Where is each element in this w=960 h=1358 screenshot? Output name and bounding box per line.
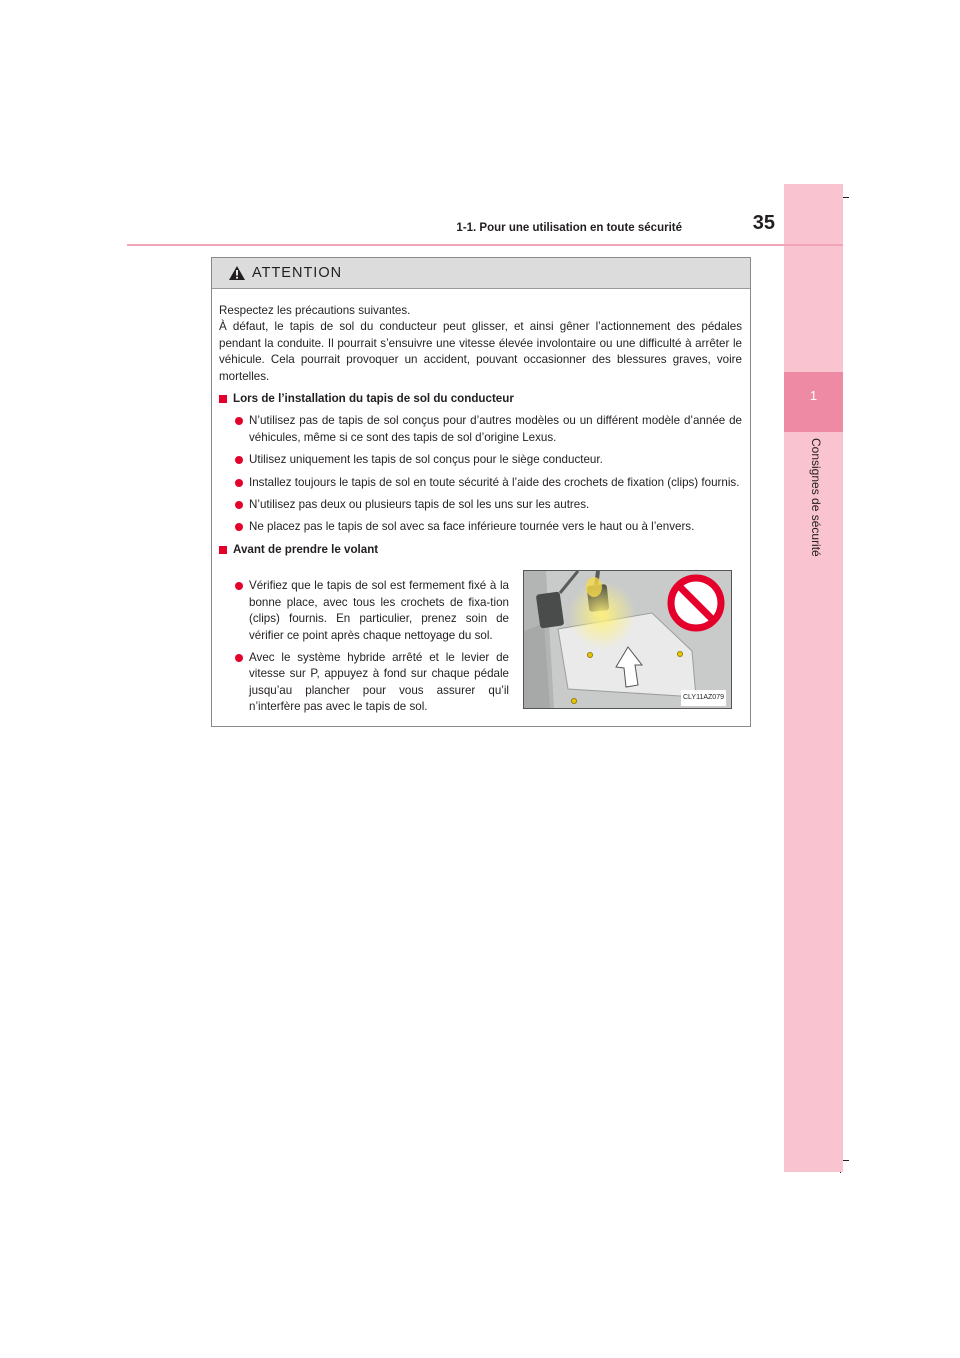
intro-line-2: À défaut, le tapis de sol du conducteur peut glisser, et ainsi gêner l’actionnement des pédales pendant la conduite. Il pourrait s’ensuivre une vitesse élevée involontaire ou une difficulté à arrêter le véhicule. Cela pourrait provoquer un accident, pouvant occasionner des blessures graves, voire mortelles. — [219, 320, 742, 383]
list-item — [219, 475, 742, 491]
section-title: 1-1. Pour une utilisation en toute sécurité — [456, 222, 682, 234]
list-item-text: Installez toujours le tapis de sol en toute sécurité à l’aide des crochets de fixation (clips) fournis. — [249, 475, 740, 489]
subhead-installation — [219, 391, 742, 407]
bullet-dot-icon — [235, 523, 243, 531]
bullet-dot-icon — [235, 501, 243, 509]
list-item — [219, 578, 509, 644]
chapter-number: 1 — [809, 388, 818, 403]
list-item — [219, 413, 742, 446]
lower-section — [219, 566, 742, 715]
page-number: 35 — [752, 212, 775, 234]
bullet-dot-icon — [235, 417, 243, 425]
header-rule — [127, 244, 843, 246]
list-item — [219, 452, 742, 468]
caution-body — [212, 289, 750, 716]
chapter-title: Consignes de sécurité — [809, 438, 823, 557]
floor-mat-figure — [523, 570, 732, 709]
bullet-dot-icon — [235, 582, 243, 590]
caution-header — [212, 258, 750, 289]
list-item-text: N’utilisez pas de tapis de sol conçus pour d’autres modèles ou un différent modèle d’année de véhicules, même si ce sont des tapis de sol d’origine Lexus. — [249, 414, 742, 444]
subhead-before-driving — [219, 542, 742, 558]
side-tab — [784, 184, 843, 1172]
caution-box — [211, 257, 751, 727]
intro-line-1: Respectez les précautions suivantes. — [219, 304, 411, 317]
list-item — [219, 519, 742, 535]
subhead-installation-text: Lors de l’installation du tapis de sol du conducteur — [233, 392, 514, 406]
caution-title: ATTENTION — [252, 265, 343, 281]
bullet-dot-icon — [235, 654, 243, 662]
prohibition-icon — [671, 578, 721, 628]
list-item-text: Utilisez uniquement les tapis de sol conçus pour le siège conducteur. — [249, 453, 603, 467]
list-item-text: Ne placez pas le tapis de sol avec sa face inférieure tournée vers le haut ou à l’envers. — [249, 520, 695, 534]
list-item — [219, 497, 742, 513]
bullet-dot-icon — [235, 479, 243, 487]
subhead-before-driving-text: Avant de prendre le volant — [233, 542, 379, 556]
floor-mat-illustration — [524, 571, 731, 708]
list-item-text: N’utilisez pas deux ou plusieurs tapis de sol les uns sur les autres. — [249, 498, 590, 512]
bullet-dot-icon — [235, 456, 243, 464]
square-bullet-icon — [219, 395, 227, 403]
list-item-text: Avec le système hybride arrêté et le levier de vitesse sur P, appuyez à fond sur chaque pédale jusqu’au plancher pour vous assurer qu’il n’interfère pas avec le tapis de sol. — [249, 650, 509, 714]
warning-triangle-icon — [228, 265, 246, 281]
lower-bullets — [219, 566, 509, 715]
list-item — [219, 650, 509, 716]
square-bullet-icon — [219, 546, 227, 554]
figure-code: CLY11AZ079 — [681, 690, 726, 706]
list-item-text: Vérifiez que le tapis de sol est fermement fixé à la bonne place, avec tous les crochets de fixa-tion (clips) fournis. En particulier, prenez soin de vérifier ce point après chaque nettoyage du sol. — [249, 579, 509, 642]
